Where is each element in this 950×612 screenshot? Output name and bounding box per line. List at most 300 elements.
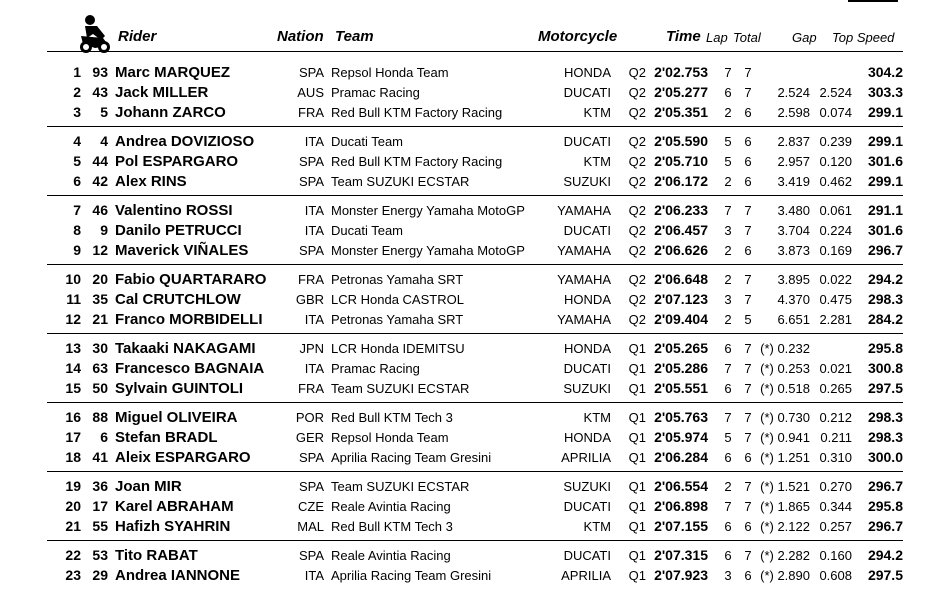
gap-to-previous: 0.608 bbox=[819, 568, 852, 583]
table-row bbox=[0, 546, 950, 565]
top-speed: 298.3 bbox=[867, 291, 903, 307]
top-speed: 304.2 bbox=[867, 64, 903, 80]
best-lap: 2 bbox=[724, 105, 732, 120]
team-name: Ducati Team bbox=[331, 223, 404, 238]
table-row bbox=[0, 566, 950, 585]
top-speed: 295.8 bbox=[867, 340, 903, 356]
qualifying-session: Q1 bbox=[628, 361, 646, 376]
qualifying-session: Q2 bbox=[628, 85, 646, 100]
best-lap: 6 bbox=[724, 519, 732, 534]
motorcycle: DUCATI bbox=[563, 134, 611, 149]
nation: SPA bbox=[298, 450, 324, 465]
rider-number: 17 bbox=[92, 498, 108, 514]
motorcycle: YAMAHA bbox=[557, 203, 611, 218]
gap-to-previous: 0.344 bbox=[819, 499, 852, 514]
position: 18 bbox=[65, 449, 81, 465]
qualifying-session: Q1 bbox=[628, 430, 646, 445]
total-laps: 7 bbox=[744, 361, 752, 376]
team-name: Reale Avintia Racing bbox=[331, 548, 451, 563]
motorcycle: YAMAHA bbox=[557, 312, 611, 327]
gap-to-first: 2.837 bbox=[777, 134, 810, 149]
top-speed: 301.6 bbox=[867, 222, 903, 238]
table-row bbox=[0, 201, 950, 220]
motorcycle: YAMAHA bbox=[557, 243, 611, 258]
lap-time: 2'05.763 bbox=[654, 409, 708, 425]
lap-time: 2'06.648 bbox=[654, 271, 708, 287]
position: 20 bbox=[65, 498, 81, 514]
team-name: Reale Avintia Racing bbox=[331, 499, 451, 514]
header-total: Total bbox=[733, 30, 761, 45]
motorcycle: DUCATI bbox=[563, 223, 611, 238]
rider-name: Valentino ROSSI bbox=[115, 202, 233, 219]
nation: SPA bbox=[298, 174, 324, 189]
rider-name: Alex RINS bbox=[115, 173, 187, 190]
header-lap: Lap bbox=[706, 30, 728, 45]
rider-name: Danilo PETRUCCI bbox=[115, 222, 242, 239]
total-laps: 6 bbox=[744, 154, 752, 169]
gap-to-previous: 0.120 bbox=[819, 154, 852, 169]
total-laps: 7 bbox=[744, 430, 752, 445]
rider-number: 50 bbox=[92, 380, 108, 396]
best-lap: 2 bbox=[724, 243, 732, 258]
motorcycle: KTM bbox=[583, 410, 611, 425]
total-laps: 6 bbox=[744, 134, 752, 149]
top-speed: 303.3 bbox=[867, 84, 903, 100]
nation: SPA bbox=[298, 479, 324, 494]
total-laps: 7 bbox=[744, 499, 752, 514]
team-name: Petronas Yamaha SRT bbox=[331, 272, 464, 287]
top-speed: 298.3 bbox=[867, 409, 903, 425]
team-name: LCR Honda IDEMITSU bbox=[331, 341, 465, 356]
qualifying-session: Q1 bbox=[628, 548, 646, 563]
rider-name: Franco MORBIDELLI bbox=[115, 311, 263, 328]
table-row bbox=[0, 477, 950, 496]
rider-number: 6 bbox=[100, 429, 108, 445]
rider-number: 41 bbox=[92, 449, 108, 465]
best-lap: 2 bbox=[724, 272, 732, 287]
team-name: Monster Energy Yamaha MotoGP bbox=[331, 203, 525, 218]
lap-time: 2'06.233 bbox=[654, 202, 708, 218]
motorcycle: KTM bbox=[583, 154, 611, 169]
rider-name: Cal CRUTCHLOW bbox=[115, 291, 241, 308]
lap-time: 2'06.284 bbox=[654, 449, 708, 465]
motorcycle: KTM bbox=[583, 519, 611, 534]
gap-to-previous: 0.022 bbox=[819, 272, 852, 287]
lap-time: 2'06.898 bbox=[654, 498, 708, 514]
lap-time: 2'07.155 bbox=[654, 518, 708, 534]
team-name: Petronas Yamaha SRT bbox=[331, 312, 464, 327]
total-laps: 7 bbox=[744, 479, 752, 494]
top-speed: 284.2 bbox=[867, 311, 903, 327]
qualifying-session: Q1 bbox=[628, 381, 646, 396]
header-team: Team bbox=[335, 28, 374, 45]
header-time: Time bbox=[666, 28, 701, 45]
motorcycle-rider-icon bbox=[77, 14, 113, 54]
team-name: Monster Energy Yamaha MotoGP bbox=[331, 243, 525, 258]
team-name: Team SUZUKI ECSTAR bbox=[331, 479, 470, 494]
table-row bbox=[0, 359, 950, 378]
nation: ITA bbox=[304, 361, 324, 376]
gap-to-previous: 2.281 bbox=[819, 312, 852, 327]
rider-name: Marc MARQUEZ bbox=[115, 64, 231, 81]
top-speed: 296.7 bbox=[867, 242, 903, 258]
table-row bbox=[0, 172, 950, 191]
rider-name: Francesco BAGNAIA bbox=[115, 360, 265, 377]
rider-name: Johann ZARCO bbox=[115, 104, 226, 121]
rider-number: 88 bbox=[92, 409, 108, 425]
nation: GBR bbox=[295, 292, 324, 307]
top-speed: 298.3 bbox=[867, 429, 903, 445]
header-top-speed: Top Speed bbox=[832, 30, 895, 45]
rider-number: 36 bbox=[92, 478, 108, 494]
top-speed: 299.1 bbox=[867, 104, 903, 120]
rider-number: 4 bbox=[100, 133, 108, 149]
table-row bbox=[0, 132, 950, 151]
lap-time: 2'05.590 bbox=[654, 133, 708, 149]
gap-to-previous: 0.270 bbox=[819, 479, 852, 494]
motorcycle: APRILIA bbox=[561, 450, 611, 465]
team-name: Repsol Honda Team bbox=[331, 65, 449, 80]
motorcycle: APRILIA bbox=[561, 568, 611, 583]
total-laps: 6 bbox=[744, 243, 752, 258]
rider-number: 42 bbox=[92, 173, 108, 189]
lap-time: 2'06.626 bbox=[654, 242, 708, 258]
lap-time: 2'05.265 bbox=[654, 340, 708, 356]
team-name: Team SUZUKI ECSTAR bbox=[331, 381, 470, 396]
gap-to-first: (*) 1.251 bbox=[760, 450, 810, 465]
gap-to-first: 3.480 bbox=[777, 203, 810, 218]
qualifying-session: Q2 bbox=[628, 312, 646, 327]
gap-to-previous: 0.074 bbox=[819, 105, 852, 120]
qualifying-session: Q2 bbox=[628, 105, 646, 120]
position: 6 bbox=[73, 173, 81, 189]
table-row bbox=[0, 221, 950, 240]
gap-to-first: 4.370 bbox=[777, 292, 810, 307]
best-lap: 2 bbox=[724, 479, 732, 494]
position: 8 bbox=[73, 222, 81, 238]
rider-number: 53 bbox=[92, 547, 108, 563]
position: 15 bbox=[65, 380, 81, 396]
nation: ITA bbox=[304, 568, 324, 583]
position: 23 bbox=[65, 567, 81, 583]
nation: ITA bbox=[304, 223, 324, 238]
best-lap: 5 bbox=[724, 154, 732, 169]
gap-to-previous: 0.021 bbox=[819, 361, 852, 376]
gap-to-first: (*) 1.865 bbox=[760, 499, 810, 514]
gap-to-first: 2.957 bbox=[777, 154, 810, 169]
qualifying-session: Q1 bbox=[628, 519, 646, 534]
qualifying-session: Q2 bbox=[628, 154, 646, 169]
rider-name: Takaaki NAKAGAMI bbox=[115, 340, 256, 357]
position: 9 bbox=[73, 242, 81, 258]
team-name: Red Bull KTM Tech 3 bbox=[331, 410, 453, 425]
qualifying-session: Q1 bbox=[628, 410, 646, 425]
position: 16 bbox=[65, 409, 81, 425]
nation: ITA bbox=[304, 203, 324, 218]
qualifying-session: Q1 bbox=[628, 479, 646, 494]
table-row bbox=[0, 152, 950, 171]
lap-time: 2'05.974 bbox=[654, 429, 708, 445]
total-laps: 6 bbox=[744, 105, 752, 120]
total-laps: 7 bbox=[744, 548, 752, 563]
lap-time: 2'07.123 bbox=[654, 291, 708, 307]
qualifying-session: Q1 bbox=[628, 568, 646, 583]
rider-name: Miguel OLIVEIRA bbox=[115, 409, 238, 426]
rider-number: 12 bbox=[92, 242, 108, 258]
position: 22 bbox=[65, 547, 81, 563]
motorcycle: DUCATI bbox=[563, 499, 611, 514]
header-rule bbox=[47, 51, 903, 52]
gap-to-first: (*) 0.232 bbox=[760, 341, 810, 356]
total-laps: 7 bbox=[744, 65, 752, 80]
position: 7 bbox=[73, 202, 81, 218]
nation: SPA bbox=[298, 243, 324, 258]
nation: SPA bbox=[298, 154, 324, 169]
rider-name: Stefan BRADL bbox=[115, 429, 218, 446]
gap-to-previous: 0.211 bbox=[820, 430, 852, 445]
gap-to-previous: 0.169 bbox=[819, 243, 852, 258]
best-lap: 7 bbox=[724, 361, 732, 376]
position: 4 bbox=[73, 133, 81, 149]
qualifying-session: Q2 bbox=[628, 203, 646, 218]
nation: ITA bbox=[304, 312, 324, 327]
top-speed: 299.1 bbox=[867, 173, 903, 189]
nation: FRA bbox=[298, 272, 324, 287]
motorcycle: SUZUKI bbox=[563, 381, 611, 396]
table-row bbox=[0, 379, 950, 398]
position: 3 bbox=[73, 104, 81, 120]
team-name: Red Bull KTM Tech 3 bbox=[331, 519, 453, 534]
top-speed: 295.8 bbox=[867, 498, 903, 514]
top-rule bbox=[848, 0, 898, 2]
rider-name: Sylvain GUINTOLI bbox=[115, 380, 244, 397]
qualifying-session: Q2 bbox=[628, 243, 646, 258]
lap-time: 2'05.551 bbox=[654, 380, 708, 396]
table-row bbox=[0, 290, 950, 309]
gap-to-first: (*) 2.122 bbox=[760, 519, 810, 534]
lap-time: 2'05.710 bbox=[654, 153, 708, 169]
top-speed: 294.2 bbox=[867, 271, 903, 287]
best-lap: 6 bbox=[724, 341, 732, 356]
nation: SPA bbox=[298, 65, 324, 80]
best-lap: 7 bbox=[724, 499, 732, 514]
nation: SPA bbox=[298, 548, 324, 563]
group-separator bbox=[47, 333, 903, 334]
rider-number: 5 bbox=[100, 104, 108, 120]
rider-name: Tito RABAT bbox=[115, 547, 198, 564]
gap-to-first: (*) 0.253 bbox=[760, 361, 810, 376]
gap-to-previous: 2.524 bbox=[819, 85, 852, 100]
rider-name: Andrea IANNONE bbox=[115, 567, 241, 584]
position: 21 bbox=[65, 518, 81, 534]
position: 5 bbox=[73, 153, 81, 169]
nation: JPN bbox=[299, 341, 324, 356]
header-gap: Gap bbox=[792, 30, 817, 45]
nation: CZE bbox=[298, 499, 324, 514]
position: 13 bbox=[65, 340, 81, 356]
rider-name: Joan MIR bbox=[115, 478, 182, 495]
gap-to-previous: 0.239 bbox=[819, 134, 852, 149]
group-separator bbox=[47, 195, 903, 196]
motorcycle: DUCATI bbox=[563, 85, 611, 100]
best-lap: 2 bbox=[724, 312, 732, 327]
gap-to-first: (*) 0.518 bbox=[760, 381, 810, 396]
gap-to-previous: 0.265 bbox=[819, 381, 852, 396]
best-lap: 3 bbox=[724, 223, 732, 238]
total-laps: 7 bbox=[744, 292, 752, 307]
best-lap: 5 bbox=[724, 134, 732, 149]
total-laps: 7 bbox=[744, 203, 752, 218]
lap-time: 2'09.404 bbox=[654, 311, 708, 327]
gap-to-first: 2.598 bbox=[777, 105, 810, 120]
top-speed: 297.5 bbox=[867, 380, 903, 396]
position: 19 bbox=[65, 478, 81, 494]
qualifying-session: Q1 bbox=[628, 499, 646, 514]
best-lap: 5 bbox=[724, 430, 732, 445]
table-row bbox=[0, 339, 950, 358]
lap-time: 2'06.457 bbox=[654, 222, 708, 238]
best-lap: 3 bbox=[724, 568, 732, 583]
gap-to-first: (*) 2.282 bbox=[760, 548, 810, 563]
lap-time: 2'06.172 bbox=[654, 173, 708, 189]
team-name: Pramac Racing bbox=[331, 85, 420, 100]
best-lap: 6 bbox=[724, 381, 732, 396]
gap-to-previous: 0.462 bbox=[819, 174, 852, 189]
team-name: Team SUZUKI ECSTAR bbox=[331, 174, 470, 189]
table-row bbox=[0, 408, 950, 427]
gap-to-previous: 0.160 bbox=[819, 548, 852, 563]
best-lap: 7 bbox=[724, 65, 732, 80]
table-row bbox=[0, 428, 950, 447]
lap-time: 2'06.554 bbox=[654, 478, 708, 494]
gap-to-first: 3.704 bbox=[777, 223, 810, 238]
gap-to-previous: 0.310 bbox=[819, 450, 852, 465]
rider-number: 20 bbox=[92, 271, 108, 287]
total-laps: 7 bbox=[744, 272, 752, 287]
team-name: Repsol Honda Team bbox=[331, 430, 449, 445]
top-speed: 300.0 bbox=[867, 449, 903, 465]
qualifying-session: Q2 bbox=[628, 223, 646, 238]
lap-time: 2'02.753 bbox=[654, 64, 708, 80]
header-motorcycle: Motorcycle bbox=[538, 28, 618, 45]
lap-time: 2'07.315 bbox=[654, 547, 708, 563]
lap-time: 2'05.286 bbox=[654, 360, 708, 376]
table-row bbox=[0, 310, 950, 329]
total-laps: 7 bbox=[744, 341, 752, 356]
total-laps: 6 bbox=[744, 568, 752, 583]
gap-to-previous: 0.475 bbox=[819, 292, 852, 307]
top-speed: 299.1 bbox=[867, 133, 903, 149]
rider-number: 29 bbox=[92, 567, 108, 583]
position: 2 bbox=[73, 84, 81, 100]
table-row bbox=[0, 241, 950, 260]
team-name: Aprilia Racing Team Gresini bbox=[331, 450, 492, 465]
rider-name: Aleix ESPARGARO bbox=[115, 449, 251, 466]
total-laps: 6 bbox=[744, 450, 752, 465]
top-speed: 300.8 bbox=[867, 360, 903, 376]
table-row bbox=[0, 517, 950, 536]
rider-name: Pol ESPARGARO bbox=[115, 153, 239, 170]
total-laps: 7 bbox=[744, 381, 752, 396]
top-speed: 296.7 bbox=[867, 518, 903, 534]
gap-to-first: (*) 0.941 bbox=[760, 430, 810, 445]
qualifying-session: Q1 bbox=[628, 450, 646, 465]
gap-to-previous: 0.212 bbox=[819, 410, 852, 425]
position: 11 bbox=[66, 291, 81, 307]
table-row bbox=[0, 83, 950, 102]
table-row bbox=[0, 63, 950, 82]
total-laps: 7 bbox=[744, 85, 752, 100]
team-name: Aprilia Racing Team Gresini bbox=[331, 568, 492, 583]
gap-to-previous: 0.257 bbox=[819, 519, 852, 534]
rider-name: Jack MILLER bbox=[115, 84, 209, 101]
rider-name: Karel ABRAHAM bbox=[115, 498, 234, 515]
group-separator bbox=[47, 471, 903, 472]
rider-name: Andrea DOVIZIOSO bbox=[115, 133, 255, 150]
nation: FRA bbox=[298, 381, 324, 396]
total-laps: 7 bbox=[744, 223, 752, 238]
best-lap: 6 bbox=[724, 548, 732, 563]
rider-number: 9 bbox=[100, 222, 108, 238]
header-nation: Nation bbox=[277, 28, 324, 45]
motorcycle: HONDA bbox=[564, 341, 611, 356]
position: 1 bbox=[73, 64, 81, 80]
best-lap: 7 bbox=[724, 410, 732, 425]
motorcycle: HONDA bbox=[564, 65, 611, 80]
total-laps: 5 bbox=[744, 312, 752, 327]
gap-to-first: 2.524 bbox=[777, 85, 810, 100]
gap-to-first: (*) 0.730 bbox=[760, 410, 810, 425]
group-separator bbox=[47, 540, 903, 541]
top-speed: 301.6 bbox=[867, 153, 903, 169]
rider-name: Maverick VIÑALES bbox=[115, 242, 249, 259]
qualifying-session: Q2 bbox=[628, 65, 646, 80]
qualifying-session: Q2 bbox=[628, 134, 646, 149]
rider-number: 63 bbox=[92, 360, 108, 376]
gap-to-first: (*) 2.890 bbox=[760, 568, 810, 583]
top-speed: 294.2 bbox=[867, 547, 903, 563]
rider-number: 35 bbox=[92, 291, 108, 307]
position: 10 bbox=[65, 271, 81, 287]
team-name: Pramac Racing bbox=[331, 361, 420, 376]
lap-time: 2'07.923 bbox=[654, 567, 708, 583]
group-separator bbox=[47, 126, 903, 127]
table-row bbox=[0, 497, 950, 516]
motorcycle: KTM bbox=[583, 105, 611, 120]
gap-to-previous: 0.061 bbox=[819, 203, 852, 218]
nation: MAL bbox=[297, 519, 324, 534]
total-laps: 6 bbox=[744, 174, 752, 189]
qualifying-session: Q2 bbox=[628, 272, 646, 287]
motorcycle: DUCATI bbox=[563, 361, 611, 376]
lap-time: 2'05.277 bbox=[654, 84, 708, 100]
top-speed: 296.7 bbox=[867, 478, 903, 494]
team-name: Ducati Team bbox=[331, 134, 404, 149]
rider-number: 21 bbox=[92, 311, 108, 327]
rider-name: Hafizh SYAHRIN bbox=[115, 518, 231, 535]
top-speed: 291.1 bbox=[867, 202, 903, 218]
table-row bbox=[0, 270, 950, 289]
nation: ITA bbox=[304, 134, 324, 149]
team-name: LCR Honda CASTROL bbox=[331, 292, 464, 307]
gap-to-previous: 0.224 bbox=[819, 223, 852, 238]
best-lap: 3 bbox=[724, 292, 732, 307]
lap-time: 2'05.351 bbox=[654, 104, 708, 120]
motorcycle: HONDA bbox=[564, 292, 611, 307]
motorcycle: HONDA bbox=[564, 430, 611, 445]
best-lap: 6 bbox=[724, 85, 732, 100]
gap-to-first: 3.873 bbox=[777, 243, 810, 258]
